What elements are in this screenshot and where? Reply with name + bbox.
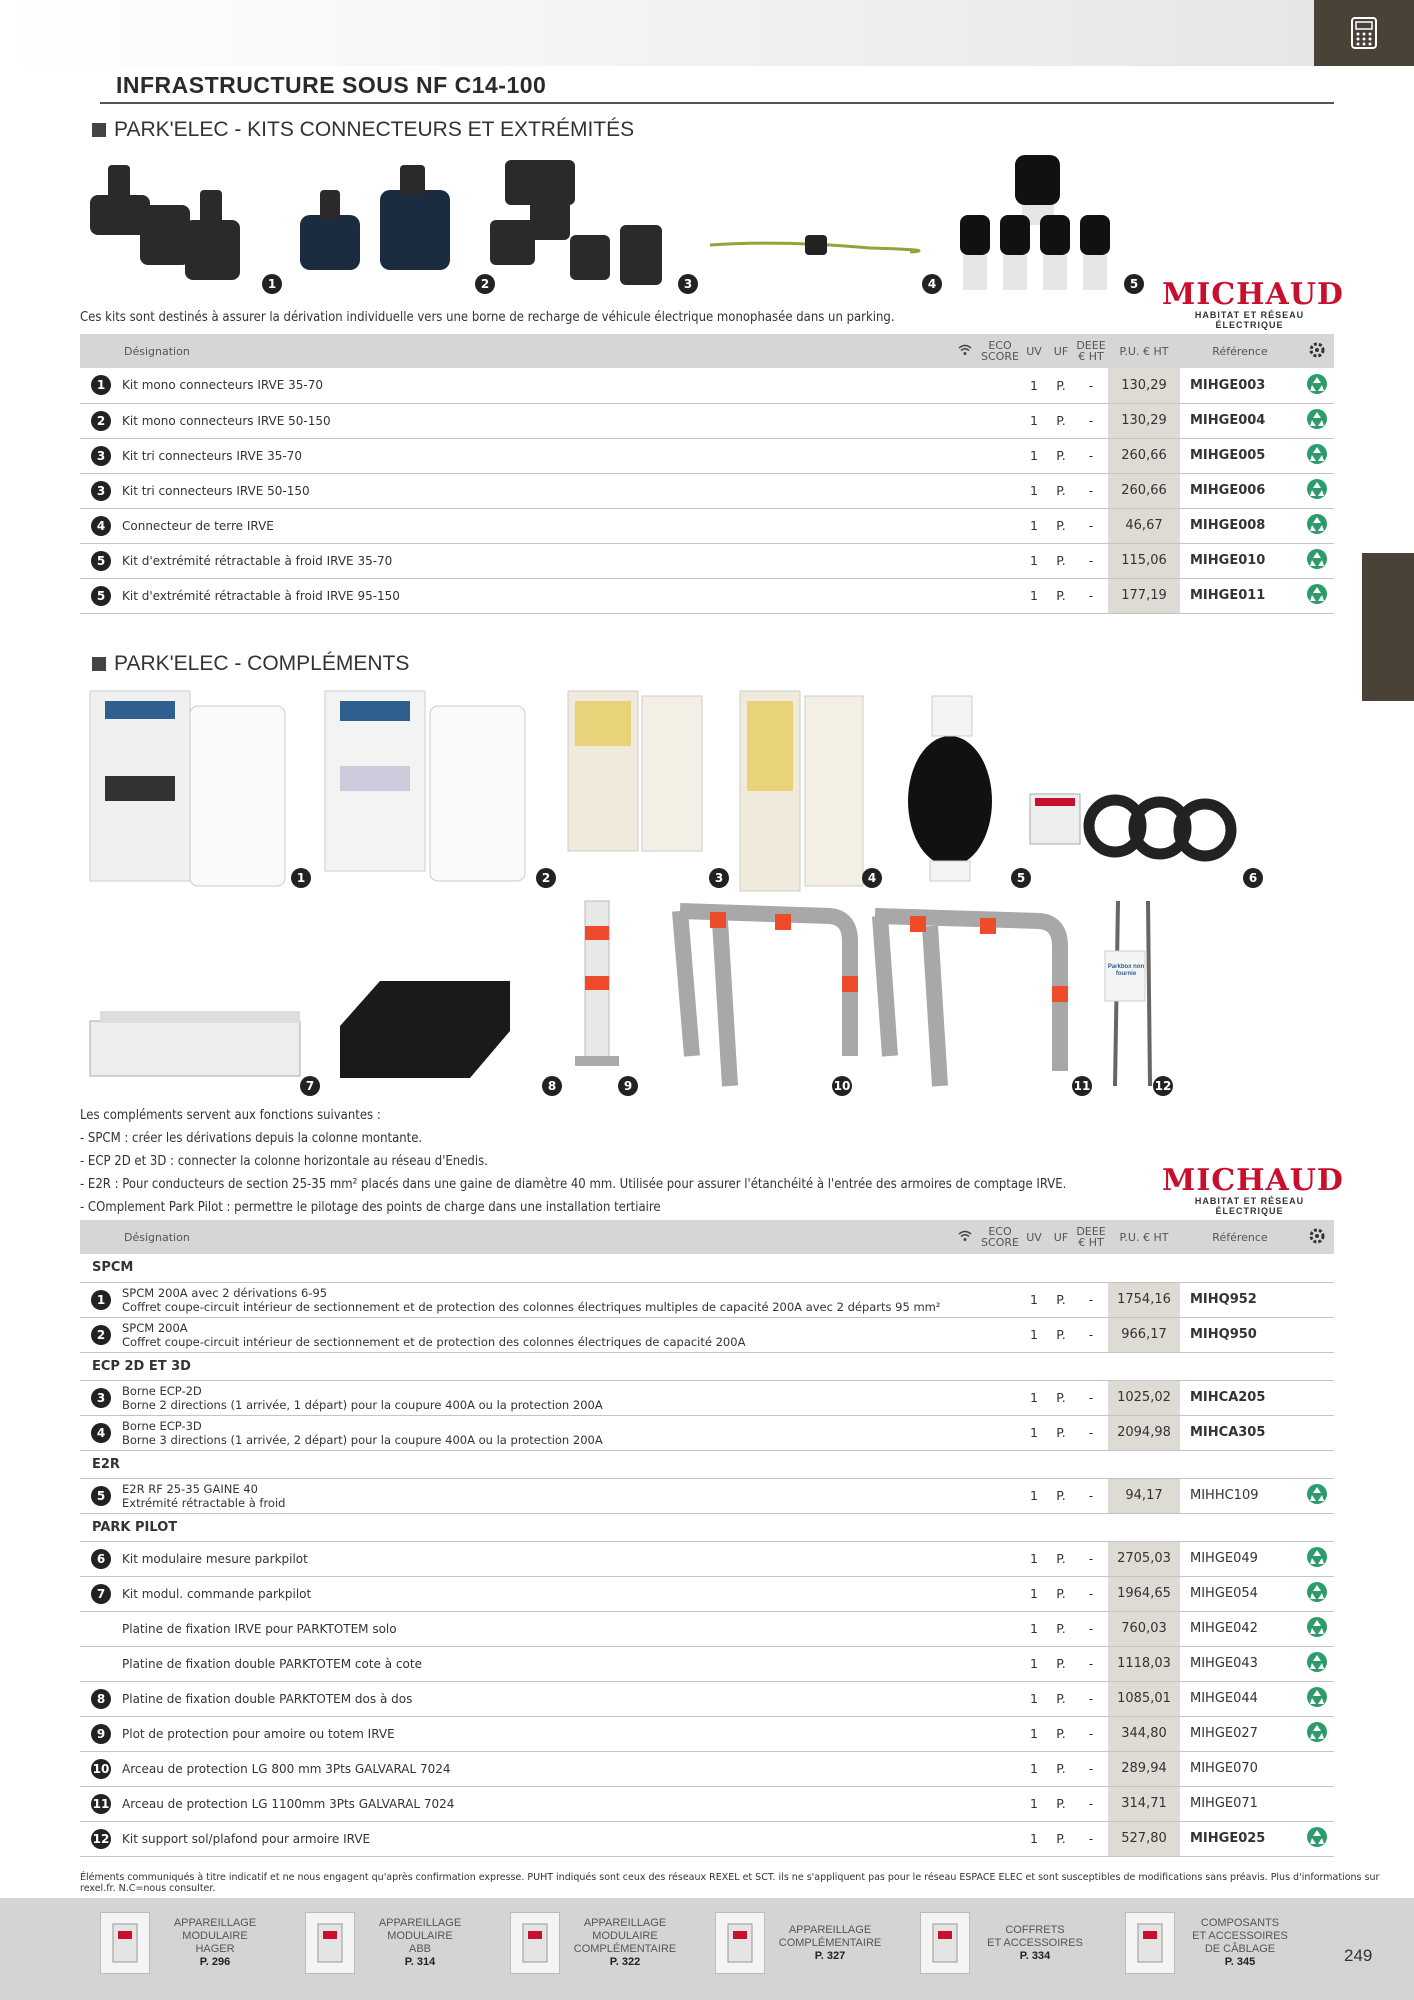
photo-number-badge: 9 — [618, 1076, 638, 1096]
page-title: INFRASTRUCTURE SOUS NF C14-100 — [116, 72, 547, 98]
eco-recycle-icon — [1305, 547, 1329, 571]
price-cell: 1118,03 — [1108, 1646, 1180, 1681]
uf-cell: P. — [1048, 473, 1074, 508]
row-number-badge: 5 — [91, 586, 111, 606]
price-cell: 289,94 — [1108, 1751, 1180, 1786]
complements-illustration — [80, 686, 1280, 1096]
photo-number-badge: 8 — [542, 1076, 562, 1096]
row-number-badge: 7 — [91, 1584, 111, 1604]
designation-cell: Arceau de protection LG 800 mm 3Pts GALVARAL 7024 — [122, 1751, 950, 1786]
photo-number-badge: 7 — [300, 1076, 320, 1096]
row-number-badge: 9 — [91, 1724, 111, 1744]
section2-title: PARK'ELEC - COMPLÉMENTS — [92, 652, 409, 676]
table-row — [80, 1681, 1334, 1716]
designation-cell: Connecteur de terre IRVE — [122, 508, 950, 543]
reference-cell: MIHGE003 — [1180, 368, 1300, 403]
designation-cell: Kit modulaire mesure parkpilot — [122, 1541, 950, 1576]
row-number-badge: 2 — [91, 411, 111, 431]
uv-cell: 1 — [1020, 1681, 1048, 1716]
price-cell: 177,19 — [1108, 578, 1180, 613]
section2-description: Les compléments servent aux fonctions suivantes : - SPCM : créer les dérivations depuis la colonne montante. - ECP 2D et 3D : connecter la colonne horizontale au réseau d'Enedis. - E2R : Pour conducteurs de section 25-35 mm² placés dans une gaine de diamètre 40 mm. Utilisée pour assurer l'étanchéité à l'entrée des armoires de comptage IRVE. - COmplement Park Pilot : permettre le pilotage des points de charge dans une installation tertiaire — [80, 1108, 1067, 1215]
designation-cell: Platine de fixation double PARKTOTEM dos à dos — [122, 1681, 950, 1716]
eco-recycle-icon — [1305, 1825, 1329, 1849]
connectors-illustration — [80, 150, 1160, 300]
designation-cell: Plot de protection pour amoire ou totem IRVE — [122, 1716, 950, 1751]
uf-cell: P. — [1048, 1646, 1074, 1681]
table-row — [80, 543, 1334, 578]
photo-number-badge: 6 — [1243, 868, 1263, 888]
table-header-row — [80, 334, 1334, 368]
designation-cell: Kit d'extrémité rétractable à froid IRVE 35-70 — [122, 543, 950, 578]
product-thumbnail-icon — [930, 1921, 960, 1965]
photo-number-badge: 1 — [291, 868, 311, 888]
designation-cell: Borne ECP-3D Borne 3 directions (1 arrivée, 2 départ) pour la coupure 400A ou la protection 200A — [122, 1415, 950, 1450]
category-thumbnail — [920, 1912, 970, 1974]
footer-disclaimer: Éléments communiqués à titre indicatif et ne nous engagent qu'après confirmation expresse. PUHT indiqués sont ceux des réseaux REXEL et SCT. ils ne s'appliquent pas pour le réseau ESPACE ELEC et sont susceptibles de modifications sans préavis. Plus d'informations sur rexel.fr. N.C=nous consulter. — [80, 1872, 1380, 1894]
deee-cell: - — [1074, 473, 1108, 508]
uv-cell: 1 — [1020, 1317, 1048, 1352]
price-cell: 46,67 — [1108, 508, 1180, 543]
price-cell: 1085,01 — [1108, 1681, 1180, 1716]
uf-cell: P. — [1048, 1478, 1074, 1513]
page-number: 249 — [1344, 1946, 1373, 1965]
price-cell: 115,06 — [1108, 543, 1180, 578]
photo-number-badge: 1 — [262, 274, 282, 294]
category-thumbnail — [305, 1912, 355, 1974]
price-cell: 1025,02 — [1108, 1380, 1180, 1415]
deee-cell: - — [1074, 1681, 1108, 1716]
eco-recycle-icon — [1305, 1482, 1329, 1506]
price-cell: 966,17 — [1108, 1317, 1180, 1352]
gear-icon — [1300, 1220, 1334, 1254]
product-thumbnail-icon — [1135, 1921, 1165, 1965]
eco-recycle-icon — [1305, 512, 1329, 536]
table-row — [80, 578, 1334, 613]
photo-number-badge: 4 — [922, 274, 942, 294]
designation-cell: Kit support sol/plafond pour armoire IRVE — [122, 1821, 950, 1856]
table-row — [80, 1478, 1334, 1513]
deee-cell: - — [1074, 1478, 1108, 1513]
parkbox-label: Parkbox non fournie — [1107, 964, 1145, 977]
product-thumbnail-icon — [315, 1921, 345, 1965]
photo-number-badge: 12 — [1153, 1076, 1173, 1096]
table-row — [80, 1786, 1334, 1821]
uv-cell: 1 — [1020, 1786, 1048, 1821]
price-cell: 260,66 — [1108, 473, 1180, 508]
uf-cell: P. — [1048, 403, 1074, 438]
photo-number-badge: 2 — [475, 274, 495, 294]
reference-cell: MIHCA305 — [1180, 1415, 1300, 1450]
uf-cell: P. — [1048, 438, 1074, 473]
reference-cell: MIHGE025 — [1180, 1821, 1300, 1856]
uf-cell: P. — [1048, 1317, 1074, 1352]
price-cell: 2094,98 — [1108, 1415, 1180, 1450]
reference-cell: MIHGE027 — [1180, 1716, 1300, 1751]
price-cell: 314,71 — [1108, 1786, 1180, 1821]
group-title: ECP 2D ET 3D — [80, 1352, 1334, 1380]
reference-cell: MIHGE071 — [1180, 1786, 1300, 1821]
designation-cell: Platine de fixation double PARKTOTEM cote à cote — [122, 1646, 950, 1681]
gear-icon — [1300, 334, 1334, 368]
reference-cell: MIHGE042 — [1180, 1611, 1300, 1646]
photo-number-badge: 5 — [1124, 274, 1144, 294]
reference-cell: MIHGE049 — [1180, 1541, 1300, 1576]
group-title: SPCM — [80, 1254, 1334, 1282]
eco-recycle-icon — [1305, 407, 1329, 431]
complements-table — [80, 1220, 1334, 1857]
price-cell: 760,03 — [1108, 1611, 1180, 1646]
designation-cell: Kit modul. commande parkpilot — [122, 1576, 950, 1611]
uv-cell: 1 — [1020, 1380, 1048, 1415]
uv-cell: 1 — [1020, 438, 1048, 473]
top-bar — [0, 0, 1314, 66]
row-number-badge: 1 — [91, 375, 111, 395]
table-row — [80, 1611, 1334, 1646]
designation-cell: Arceau de protection LG 1100mm 3Pts GALVARAL 7024 — [122, 1786, 950, 1821]
col-reference: Référence — [1180, 334, 1300, 368]
row-number-badge: 3 — [91, 446, 111, 466]
deee-cell: - — [1074, 368, 1108, 403]
price-cell: 2705,03 — [1108, 1541, 1180, 1576]
uv-cell: 1 — [1020, 473, 1048, 508]
product-thumbnail-icon — [110, 1921, 140, 1965]
row-number-badge: 3 — [91, 481, 111, 501]
reference-cell: MIHGE044 — [1180, 1681, 1300, 1716]
col-uv: UV — [1020, 334, 1048, 368]
col-designation: Désignation — [122, 1220, 950, 1254]
uf-cell: P. — [1048, 1541, 1074, 1576]
group-header-row — [80, 1254, 1334, 1282]
table-row — [80, 438, 1334, 473]
designation-cell: Platine de fixation IRVE pour PARKTOTEM solo — [122, 1611, 950, 1646]
price-cell: 1964,65 — [1108, 1576, 1180, 1611]
uv-cell: 1 — [1020, 1415, 1048, 1450]
table-row — [80, 1380, 1334, 1415]
michaud-logo: MICHAUD HABITAT ET RÉSEAU ÉLECTRIQUE — [1162, 277, 1344, 330]
section2-photos — [80, 686, 1280, 1096]
reference-cell: MIHGE054 — [1180, 1576, 1300, 1611]
wifi-icon — [950, 334, 980, 368]
table-row — [80, 1646, 1334, 1681]
row-number-badge: 4 — [91, 1423, 111, 1443]
eco-recycle-icon — [1305, 1545, 1329, 1569]
designation-cell: SPCM 200A avec 2 dérivations 6-95 Coffret coupe-circuit intérieur de sectionnement et de protection des colonnes électriques multiples de capacité 200A avec 2 départs 95 mm² — [122, 1282, 950, 1317]
uv-cell: 1 — [1020, 1821, 1048, 1856]
deee-cell: - — [1074, 1716, 1108, 1751]
reference-cell: MIHGE006 — [1180, 473, 1300, 508]
col-eco-score: ECO SCORE — [980, 334, 1020, 368]
row-number-badge: 8 — [91, 1689, 111, 1709]
price-cell: 130,29 — [1108, 368, 1180, 403]
uf-cell: P. — [1048, 1821, 1074, 1856]
section-square-icon — [92, 123, 106, 137]
row-number-badge: 2 — [91, 1325, 111, 1345]
uv-cell: 1 — [1020, 1478, 1048, 1513]
table-row — [80, 1751, 1334, 1786]
table-header-row — [80, 1220, 1334, 1254]
uf-cell: P. — [1048, 508, 1074, 543]
uv-cell: 1 — [1020, 1282, 1048, 1317]
uv-cell: 1 — [1020, 1716, 1048, 1751]
deee-cell: - — [1074, 543, 1108, 578]
row-number-badge: 12 — [91, 1829, 111, 1849]
category-thumbnail — [100, 1912, 150, 1974]
uf-cell: P. — [1048, 1751, 1074, 1786]
eco-recycle-icon — [1305, 1650, 1329, 1674]
table-row — [80, 1716, 1334, 1751]
chapter-side-tab[interactable] — [1362, 553, 1414, 701]
reference-cell: MIHQ952 — [1180, 1282, 1300, 1317]
kits-table — [80, 334, 1334, 614]
photo-number-badge: 2 — [536, 868, 556, 888]
price-cell: 130,29 — [1108, 403, 1180, 438]
row-number-badge: 11 — [91, 1794, 111, 1814]
reference-cell: MIHCA205 — [1180, 1380, 1300, 1415]
calculator-icon — [1350, 16, 1378, 50]
uv-cell: 1 — [1020, 1541, 1048, 1576]
deee-cell: - — [1074, 1611, 1108, 1646]
reference-cell: MIHGE011 — [1180, 578, 1300, 613]
section1-title: PARK'ELEC - KITS CONNECTEURS ET EXTRÉMITÉS — [92, 118, 634, 142]
deee-cell: - — [1074, 438, 1108, 473]
uf-cell: P. — [1048, 543, 1074, 578]
group-header-row — [80, 1450, 1334, 1478]
designation-cell: Kit mono connecteurs IRVE 35-70 — [122, 368, 950, 403]
uv-cell: 1 — [1020, 1576, 1048, 1611]
category-thumbnail — [1125, 1912, 1175, 1974]
price-cell: 527,80 — [1108, 1821, 1180, 1856]
eco-recycle-icon — [1305, 1580, 1329, 1604]
deee-cell: - — [1074, 1786, 1108, 1821]
row-number-badge: 4 — [91, 516, 111, 536]
photo-number-badge: 4 — [862, 868, 882, 888]
eco-recycle-icon — [1305, 442, 1329, 466]
reference-cell: MIHGE008 — [1180, 508, 1300, 543]
row-number-badge: 3 — [91, 1388, 111, 1408]
table-row — [80, 1541, 1334, 1576]
reference-cell: MIHGE004 — [1180, 403, 1300, 438]
designation-cell: Kit mono connecteurs IRVE 50-150 — [122, 403, 950, 438]
reference-cell: MIHQ950 — [1180, 1317, 1300, 1352]
category-link[interactable]: APPAREILLAGE COMPLÉMENTAIRE P. 327 — [715, 1908, 905, 1978]
photo-number-badge: 5 — [1011, 868, 1031, 888]
catalog-menu-button[interactable] — [1314, 0, 1414, 66]
uf-cell: P. — [1048, 1576, 1074, 1611]
row-number-badge: 6 — [91, 1549, 111, 1569]
uf-cell: P. — [1048, 1786, 1074, 1821]
photo-number-badge: 3 — [678, 274, 698, 294]
uv-cell: 1 — [1020, 1751, 1048, 1786]
photo-number-badge: 10 — [832, 1076, 852, 1096]
eco-recycle-icon — [1305, 477, 1329, 501]
group-title: E2R — [80, 1450, 1334, 1478]
table-row — [80, 473, 1334, 508]
table-row — [80, 403, 1334, 438]
category-link[interactable]: APPAREILLAGE MODULAIRE ABB P. 314 — [305, 1908, 495, 1978]
section-square-icon — [92, 657, 106, 671]
price-cell: 94,17 — [1108, 1478, 1180, 1513]
table-row — [80, 1576, 1334, 1611]
product-thumbnail-icon — [520, 1921, 550, 1965]
eco-recycle-icon — [1305, 582, 1329, 606]
uf-cell: P. — [1048, 1380, 1074, 1415]
deee-cell: - — [1074, 1821, 1108, 1856]
category-link[interactable]: COMPOSANTS ET ACCESSOIRES DE CÂBLAGE P. 345 — [1125, 1908, 1315, 1978]
product-thumbnail-icon — [725, 1921, 755, 1965]
group-header-row — [80, 1352, 1334, 1380]
reference-cell: MIHHC109 — [1180, 1478, 1300, 1513]
deee-cell: - — [1074, 1751, 1108, 1786]
deee-cell: - — [1074, 1646, 1108, 1681]
reference-cell: MIHGE010 — [1180, 543, 1300, 578]
uv-cell: 1 — [1020, 1646, 1048, 1681]
table-row — [80, 368, 1334, 403]
table-row — [80, 508, 1334, 543]
deee-cell: - — [1074, 1576, 1108, 1611]
category-thumbnail — [715, 1912, 765, 1974]
table-row — [80, 1415, 1334, 1450]
eco-recycle-icon — [1305, 1615, 1329, 1639]
michaud-logo: MICHAUD HABITAT ET RÉSEAU ÉLECTRIQUE — [1162, 1163, 1344, 1216]
designation-cell: Kit tri connecteurs IRVE 35-70 — [122, 438, 950, 473]
uf-cell: P. — [1048, 368, 1074, 403]
col-uv: UV — [1020, 1220, 1048, 1254]
deee-cell: - — [1074, 1380, 1108, 1415]
row-number-badge: 10 — [91, 1759, 111, 1779]
reference-cell: MIHGE070 — [1180, 1751, 1300, 1786]
deee-cell: - — [1074, 578, 1108, 613]
row-number-badge: 1 — [91, 1290, 111, 1310]
reference-cell: MIHGE043 — [1180, 1646, 1300, 1681]
eco-recycle-icon — [1305, 1685, 1329, 1709]
uv-cell: 1 — [1020, 578, 1048, 613]
designation-cell: E2R RF 25-35 GAINE 40 Extrémité rétractable à froid — [122, 1478, 950, 1513]
deee-cell: - — [1074, 1415, 1108, 1450]
deee-cell: - — [1074, 1282, 1108, 1317]
uf-cell: P. — [1048, 1681, 1074, 1716]
category-link[interactable]: APPAREILLAGE MODULAIRE HAGER P. 296 — [100, 1908, 290, 1978]
uv-cell: 1 — [1020, 543, 1048, 578]
section1-photos — [80, 150, 1160, 300]
col-uf: UF — [1048, 1220, 1074, 1254]
col-pu: P.U. € HT — [1108, 334, 1180, 368]
photo-number-badge: 3 — [709, 868, 729, 888]
uv-cell: 1 — [1020, 1611, 1048, 1646]
price-cell: 344,80 — [1108, 1716, 1180, 1751]
uf-cell: P. — [1048, 1415, 1074, 1450]
col-pu: P.U. € HT — [1108, 1220, 1180, 1254]
category-link[interactable]: COFFRETS ET ACCESSOIRES P. 334 — [920, 1908, 1110, 1978]
price-cell: 260,66 — [1108, 438, 1180, 473]
row-number-badge: 5 — [91, 551, 111, 571]
reference-cell: MIHGE005 — [1180, 438, 1300, 473]
col-reference: Référence — [1180, 1220, 1300, 1254]
deee-cell: - — [1074, 1317, 1108, 1352]
eco-recycle-icon — [1305, 372, 1329, 396]
section1-description: Ces kits sont destinés à assurer la dérivation individuelle vers une borne de recharge de véhicule électrique monophasée dans un parking. — [80, 310, 895, 325]
uf-cell: P. — [1048, 578, 1074, 613]
table-row — [80, 1317, 1334, 1352]
uf-cell: P. — [1048, 1282, 1074, 1317]
group-header-row — [80, 1513, 1334, 1541]
category-thumbnail — [510, 1912, 560, 1974]
uf-cell: P. — [1048, 1716, 1074, 1751]
col-designation: Désignation — [122, 334, 950, 368]
col-uf: UF — [1048, 334, 1074, 368]
uv-cell: 1 — [1020, 403, 1048, 438]
uv-cell: 1 — [1020, 508, 1048, 543]
designation-cell: SPCM 200A Coffret coupe-circuit intérieur de sectionnement et de protection des colonnes électriques de capacité 200A — [122, 1317, 950, 1352]
deee-cell: - — [1074, 508, 1108, 543]
deee-cell: - — [1074, 1541, 1108, 1576]
col-eco-score: ECO SCORE — [980, 1220, 1020, 1254]
eco-recycle-icon — [1305, 1720, 1329, 1744]
table-row — [80, 1282, 1334, 1317]
wifi-icon — [950, 1220, 980, 1254]
group-title: PARK PILOT — [80, 1513, 1334, 1541]
col-deee: DEEE € HT — [1074, 1220, 1108, 1254]
designation-cell: Kit d'extrémité rétractable à froid IRVE 95-150 — [122, 578, 950, 613]
price-cell: 1754,16 — [1108, 1282, 1180, 1317]
category-link[interactable]: APPAREILLAGE MODULAIRE COMPLÉMENTAIRE P. 322 — [510, 1908, 700, 1978]
deee-cell: - — [1074, 403, 1108, 438]
col-deee: DEEE € HT — [1074, 334, 1108, 368]
photo-number-badge: 11 — [1072, 1076, 1092, 1096]
uv-cell: 1 — [1020, 368, 1048, 403]
designation-cell: Kit tri connecteurs IRVE 50-150 — [122, 473, 950, 508]
title-divider — [100, 102, 1334, 104]
row-number-badge: 5 — [91, 1486, 111, 1506]
table-row — [80, 1821, 1334, 1856]
designation-cell: Borne ECP-2D Borne 2 directions (1 arrivée, 1 départ) pour la coupure 400A ou la protection 200A — [122, 1380, 950, 1415]
uf-cell: P. — [1048, 1611, 1074, 1646]
